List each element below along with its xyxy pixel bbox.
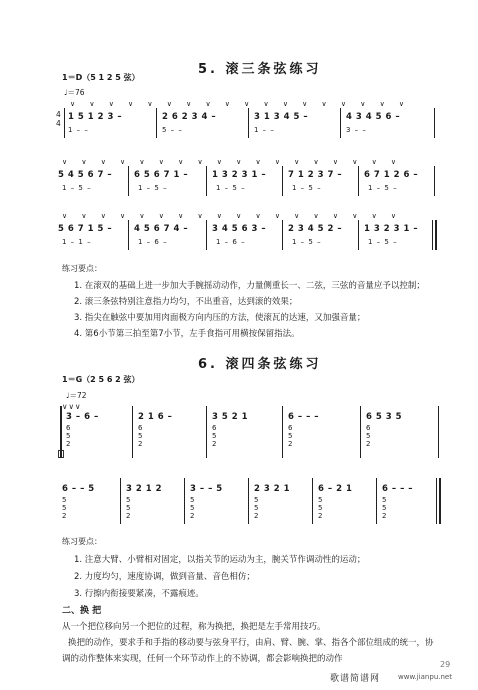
measure-low: 1 – 1 – (62, 238, 92, 246)
tip-item: 2. 滚三条弦特别注意指力均匀，不出重音，达到滚的效果； (74, 297, 298, 307)
measure-low: 6 5 2 (288, 424, 294, 448)
measure: 3 – – 5 (190, 484, 223, 494)
measure: 6 – – – (382, 484, 414, 494)
tip-item: 2. 力度均匀，速度协调，做到音量、音色相仿； (74, 572, 255, 582)
measure-low: 1 – 5 – (138, 184, 168, 192)
measure: 5 4 5 6 7 – (58, 170, 113, 180)
measure-low: 5 – – (162, 126, 183, 134)
tip-item: 4. 第6小节第三拍至第7小节，左手食指可用横按保留指法。 (74, 329, 300, 339)
measure-low: 1 – 6 – (138, 238, 168, 246)
measure-low: 6 5 2 (212, 424, 218, 448)
measure-low: 1 – 5 – (368, 238, 398, 246)
measure-low: 1 – – (68, 126, 89, 134)
measure: 2 3 4 5 2 – (288, 224, 343, 234)
page-number: 29 (440, 660, 451, 669)
section5-tempo: ♩＝76 (64, 88, 85, 97)
stroke-marks: ∨ ∨ ∨ ∨ ∨ ∨ ∨ ∨ ∨ ∨ ∨ ∨ ∨ ∨ ∨ ∨ ∨ ∨ (70, 100, 411, 108)
time-signature: 4 4 (56, 110, 61, 128)
measure: 1 5 1 2 3 – (68, 112, 123, 122)
score-row (56, 108, 436, 148)
tip-item: 1. 注意大臂、小臂相对固定，以指关节的运动为主，腕关节作调动性的运动； (74, 555, 366, 565)
measure: 3 1 3 4 5 – (254, 112, 309, 122)
measure: 6 – – – (288, 412, 320, 422)
stroke-box-icon: ∨∨∨ (62, 402, 82, 411)
measure-low: 1 – 5 – (292, 184, 322, 192)
measure: 2 6 2 3 4 – (162, 112, 217, 122)
measure-low: 5 5 2 (126, 496, 132, 520)
measure-low: 1 – 5 – (368, 184, 398, 192)
measure: 2 1 6 – (138, 412, 173, 422)
section6-title: 6. 滚四条弦练习 (198, 357, 322, 372)
measure: 7 1 2 3 7 – (288, 170, 343, 180)
measure: 5 6 7 1 5 – (58, 224, 113, 234)
measure: 3 2 1 2 (126, 484, 163, 494)
measure: 1 3 2 3 1 – (364, 224, 419, 234)
score-row (56, 404, 442, 468)
section-heading: 二、换 把 (62, 606, 102, 616)
measure: 4 3 4 5 6 – (346, 112, 401, 122)
measure: 3 5 2 1 (212, 412, 249, 422)
measure: 6 7 1 2 6 – (364, 170, 419, 180)
measure-low: 6 5 2 (366, 424, 372, 448)
measure-low: 5 5 2 (62, 496, 68, 520)
measure-low: 5 5 2 (382, 496, 388, 520)
measure: 6 5 3 5 (366, 412, 403, 422)
tips-heading: 练习要点： (62, 537, 102, 546)
section5-title: 5. 滚三条弦练习 (198, 62, 322, 77)
section5-key: 1＝D（5 1 2 5 弦） (62, 73, 140, 82)
measure: 6 – 2 1 (318, 484, 353, 494)
watermark-logo: 歌谱简谱网 (330, 674, 381, 684)
measure-low: 1 – – (254, 126, 275, 134)
tips-heading: 练习要点： (62, 264, 102, 273)
measure-low: 1 – 5 – (292, 238, 322, 246)
measure: 1 3 2 3 1 – (212, 170, 267, 180)
stroke-marks: ∨ ∨ ∨ ∨ ∨ ∨ ∨ ∨ ∨ ∨ ∨ ∨ ∨ ∨ ∨ ∨ ∨ ∨ (62, 212, 403, 220)
tip-item: 3. 行擦内衔接要紧凑，不露痕迹。 (74, 589, 204, 599)
measure: 6 – – 5 (62, 484, 95, 494)
score-row (56, 478, 442, 534)
measure-low: 5 5 2 (190, 496, 196, 520)
measure-low: 1 – 5 – (216, 184, 246, 192)
fingering-box: Ⅱ (60, 451, 63, 457)
stroke-marks: ∨ ∨ ∨ ∨ ∨ ∨ ∨ ∨ ∨ ∨ ∨ ∨ ∨ ∨ ∨ ∨ ∨ ∨ (62, 158, 403, 166)
measure: 3 4 5 6 3 – (212, 224, 267, 234)
paragraph-line: 换把的动作，要求手和手指的移动要与弦身平行，由肩、臂、腕、掌、指各个部位组成的统一，协 (68, 638, 434, 648)
score-row (56, 220, 436, 260)
measure-low: 5 5 2 (318, 496, 324, 520)
measure-low: 5 5 2 (254, 496, 260, 520)
measure: 3 – 6 – (66, 412, 99, 422)
section6-tempo: ♩＝72 (66, 391, 87, 400)
watermark-url: www.jianpu.net (398, 673, 452, 681)
paragraph-line: 调的动作整体来实现，任何一个环节动作上的不协调，都会影响换把的动作 (62, 654, 343, 664)
measure-low: 6 5 2 (138, 424, 144, 448)
section6-key: 1＝G（2 5 6 2 弦） (62, 375, 140, 384)
measure: 4 5 6 7 4 – (134, 224, 189, 234)
measure: 6 5 6 7 1 – (134, 170, 189, 180)
measure: 2 3 2 1 (254, 484, 291, 494)
tip-item: 1. 在滚双的基础上进一步加大手腕摇动动作，力量侧重长一、二弦，三弦的音量应予以控制； (74, 281, 425, 291)
measure-low: 1 – 5 – (62, 184, 92, 192)
measure-low: 6 5 2 (66, 424, 72, 448)
paragraph-line: 从一个把位移向另一个把位的过程，称为换把，换把是左手常用技巧。 (62, 622, 326, 632)
tip-item: 3. 指尖在触弦中要加用肉面极方向内压的方法，使滚瓦的达速，又加强音量； (74, 313, 366, 323)
measure-low: 3 – – (346, 126, 367, 134)
score-row (56, 166, 436, 206)
measure-low: 1 – 6 – (216, 238, 246, 246)
